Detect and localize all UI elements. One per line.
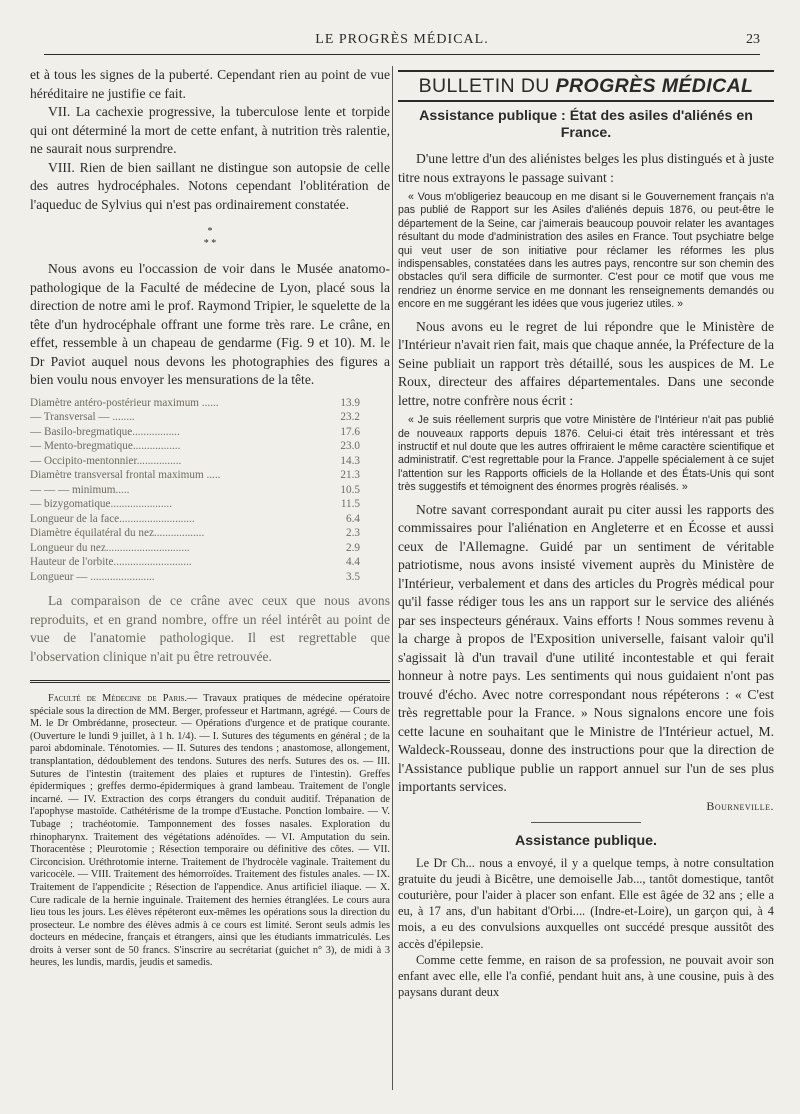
left-paragraph-1: et à tous les signes de la puberté. Cependant rien au point de vue héréditaire ne justifie ce fait.	[30, 67, 390, 101]
left-paragraph-2: VII. La cachexie progressive, la tuberculose lente et torpide qui ont déterminé la mort de cette enfant, à nutrition très ralentie, ne saurait nous surprendre.	[30, 104, 390, 156]
right-paragraph-4: Le Dr Ch... nous a envoyé, il y a quelque temps, à notre consultation gratuite du jeudi à Bicêtre, une demoiselle Jab..., tantôt domestique, tantôt couturière, pour l'aider à placer son enfant. Elle est âgée de 32 ans ; elle a eu, à 17 ans, d'un habitant d'Orbi.... (Indre-et-Loire), un garçon qui, à 4 mois, a eu des convulsions auxquelles ont succédé presque aussitôt des accès d'épilepsie.	[398, 855, 774, 951]
measurement-label: Diamètre antéro-postérieur maximum ......	[30, 396, 219, 409]
measurements-body	[30, 396, 390, 585]
column-divider	[392, 66, 393, 1090]
measurement-row	[30, 410, 390, 425]
section-subtitle-2: Assistance publique.	[515, 832, 657, 849]
page-number: 23	[746, 32, 760, 47]
quote-2: « Je suis réellement surpris que votre Ministère de l'Intérieur n'ait pas publié de nouveaux rapports depuis 1876. Celui-ci était très intéressant et très instructif et nul doute que les autres offriraient le même caractère scientifique et administratif. C'est regrettable pour la France. J'appelle spécialement à ce sujet l'attention sur les Rapports officiels de la Hollande et des États-Unis qui sont très suggestifs et témoignent des énormes progrès réalisés. »	[398, 414, 774, 494]
measurement-row	[30, 526, 390, 541]
separator-star-bottom: * *	[203, 238, 217, 249]
measurement-label: Longueur du nez..............................	[30, 541, 190, 554]
measurement-row	[30, 512, 390, 527]
section-separator	[30, 226, 390, 250]
measurement-row	[30, 555, 390, 570]
bulletin-title	[398, 70, 774, 102]
measurement-label: — Mento-bregmatique.................	[30, 440, 181, 452]
bulletin-title-journal: PROGRÈS MÉDICAL	[555, 75, 754, 97]
measurement-value: 4.4	[346, 556, 360, 568]
right-paragraph-5: Comme cette femme, en raison de sa profession, ne pouvait avoir son enfant avec elle, elle l'a confié, pendant huit ans, à une cousine, puis à des paysans durant deux	[398, 952, 774, 1000]
measurements-table	[30, 396, 390, 585]
measurement-value: 2.9	[346, 541, 360, 554]
measurement-row	[30, 439, 390, 454]
measurement-value: 17.6	[340, 425, 360, 438]
measurement-value: 11.5	[340, 498, 360, 510]
measurement-label: Diamètre équilatéral du nez..................	[30, 527, 205, 539]
left-paragraph-3: VIII. Rien de bien saillant ne distingue son autopsie de celle des autres hydrocéphales. Notons cependant l'oblitération de l'aqueduc de Sylvius qui n'est pas ordinairement constatée.	[30, 159, 390, 212]
measurement-label: — Occipito-mentonnier................	[30, 454, 182, 467]
measurement-value: 10.5	[340, 483, 360, 496]
separator-star-top: *	[207, 226, 213, 237]
measurement-value: 14.3	[340, 454, 360, 467]
faculty-notice-text: — Travaux pratiques de médecine opératoire spéciale sous la direction de MM. Berger, professeur et Hartmann, agrégé. — Cours de M. le Dr Ombrédanne, prosecteur. — Opérations d'urgence et de pratique courante. (Ouverture le lundi 9 juillet, à 1 h. 1/4). — I. Sutures des téguments en général ; de la paroi abdominale. Ténotomies. — II. Sutures des tendons ; anastomose, allongement, transplantation, dédoublement des tendons. Sutures des nerfs. Sutures des os. — III. Sutures de l'intestin (traitement des plaies et ruptures de l'intestin). Greffes épidermiques ; greffes dermo-épidermiques à grand lambeau. Traitement de l'ongle incarné. — IV. Extraction des corps étrangers du conduit auditif. Trépanation de l'apophyse mastoïde. Cathétérisme de la trompe d'Eustache. Ponction lombaire. — V. Tubage ; trachéotomie. Tamponnement des fosses nasales. Exploration du rhinopharynx. Traitement des végétations adénoïdes. — VI. Amputation du sein. Thoracentèse ; Pleurotomie ; Résection temporaire ou définitive des côtes. — VII. Circoncision. Uréthrotomie interne. Traitement de l'hydrocèle vaginale. Traitement du varicocèle. — VIII. Traitement des hémorroïdes. Traitement des fistules anales. — IX. Traitement de l'appendicite ; Résection de l'appendice. Anus artificiel iliaque. — X. Cure radicale de la hernie inguinale. Traitement des hernies étranglées. Le cours aura lieu tous les jours. Les élèves répéteront eux-mêmes les opérations sous la direction du prosecteur. Le nombre des élèves admis à ce cours est limité. Seront seuls admis les docteurs en médecine, français et étrangers, ainsi que les étudiants immatriculés. Les droits à verser sont de 50 francs. S'inscrire au secrétariat (guichet n° 3), de midi à 3 heures, les lundis, mardis, jeudis et samedis.	[30, 693, 390, 969]
measurement-row	[30, 570, 390, 585]
measurement-value: 23.2	[340, 411, 360, 423]
journal-title: LE PROGRÈS MÉDICAL.	[315, 32, 489, 47]
quote-1: « Vous m'obligeriez beaucoup en me disant si le Gouvernement français n'a pas publié de Rapport sur les Asiles d'aliénés depuis 1876, ou peut-être le département de la Seine, car j'aimerais beaucoup pouvoir relater les avantages résultant du mode d'administration des asiles en France. Tout psychiatre belge qui veut user de son initiative pour réclamer les réformes les plus indispensables, constatées dans les autres pays, rencontre sur son chemin des obstacles qu'il sera difficile de surmonter. C'est pour ce motif que vous me rendriez un énorme service en me donnant les renseignements demandés ou encore en me suggérant les idées que vous jugeriez utiles. »	[398, 191, 774, 311]
measurement-value: 23.0	[340, 440, 360, 452]
measurement-row	[30, 454, 390, 469]
measurement-label: — Basilo-bregmatique.................	[30, 425, 180, 438]
right-paragraph-1: D'une lettre d'un des aliénistes belges les plus distingués et à juste titre nous extrayons le passage suivant :	[398, 151, 774, 185]
double-rule	[30, 680, 390, 683]
short-rule	[531, 822, 641, 823]
measurement-row	[30, 483, 390, 498]
measurement-label: — bizygomatique......................	[30, 498, 173, 510]
signature: Bourneville.	[706, 798, 774, 813]
left-paragraph-5: La comparaison de ce crâne avec ceux que nous avons reproduits, et en grand nombre, offre un réel intérêt au point de vue de l'anatomie pathologique. Il est regrettable que l'observation clinique n'ait pu être retrouvée.	[30, 593, 390, 664]
faculty-notice	[30, 693, 390, 970]
faculty-notice-lead: Faculté de Médecine de Paris.	[48, 693, 187, 704]
left-paragraph-4: Nous avons eu l'occassion de voir dans le Musée anatomo-pathologique de la Faculté de médecine de Lyon, placé sous la direction de notre ami le prof. Raymond Tripier, le squelette de la tête d'un hydrocéphale offrant une forme très rare. Le crâne, en effet, ressemble à un chapeau de gendarme (Fig. 9 et 10). M. le Dr Paviot auquel nous devons les photographies des figures a bien voulu nous envoyer les mensurations de la tête.	[30, 261, 390, 387]
measurement-row	[30, 541, 390, 556]
measurement-label: Diamètre transversal frontal maximum .....	[30, 469, 221, 481]
measurement-label: Hauteur de l'orbite............................	[30, 556, 192, 568]
measurement-label: — — — minimum.....	[30, 483, 130, 496]
page-header	[44, 32, 760, 55]
section-subtitle: Assistance publique : État des asiles d'aliénés en France.	[419, 108, 753, 141]
measurement-value: 6.4	[346, 512, 360, 525]
measurement-value: 2.3	[346, 527, 360, 539]
measurement-row	[30, 497, 390, 512]
measurement-label: Longueur de la face...........................	[30, 512, 195, 525]
bulletin-title-prefix: BULLETIN DU	[418, 75, 556, 97]
left-column	[30, 66, 390, 1090]
measurement-value: 13.9	[340, 396, 360, 409]
measurement-value: 21.3	[340, 469, 360, 481]
measurement-label: — Transversal — ........	[30, 411, 135, 423]
measurement-row	[30, 425, 390, 440]
measurement-label: Longueur — .......................	[30, 570, 155, 583]
right-paragraph-3: Notre savant correspondant aurait pu citer aussi les rapports des commissaires pour l'aliénation en Angleterre et en Écosse et aussi ceux de l'Allemagne. Guidé par un sentiment de véritable patriotisme, nous avons insisté vivement auprès du Ministère de l'Intérieur, verbalement et dans des articles du Progrès médical pour qu'il fasse rédiger tous les ans un rapport sur le service des aliénés par ses inspecteurs généraux. Vains efforts ! Nous sommes revenu à la charge à propos de l'Exposition universelle, faisant valoir qu'il s'agissait là d'un travail d'une utilité incontestable et qui ferait honneur à notre pays. Les sentiments qui nous guidaient n'ont pas trouvé d'écho. Avec notre correspondant nous répéterons : « C'est très regrettable pour la France. » Nous signalons encore une fois cette lacune en souhaitant que le Ministre de l'Intérieur actuel, M. Waldeck-Rousseau, donne des instructions pour que la direction de l'Assistance publique publie un rapport annuel sur l'un de ses plus importants services.	[398, 501, 774, 795]
measurement-row	[30, 396, 390, 411]
right-column	[398, 66, 774, 1090]
measurement-value: 3.5	[346, 570, 360, 583]
measurement-row	[30, 468, 390, 483]
right-paragraph-2: Nous avons eu le regret de lui répondre que le Ministère de l'Intérieur n'avait rien fait, mais que chaque année, la Préfecture de la Seine publiait un rapport très détaillé, sous les auspices de M. Le Roux, directeur des affaires départementales. Dans une seconde lettre, notre confrère nous écrit :	[398, 318, 774, 408]
